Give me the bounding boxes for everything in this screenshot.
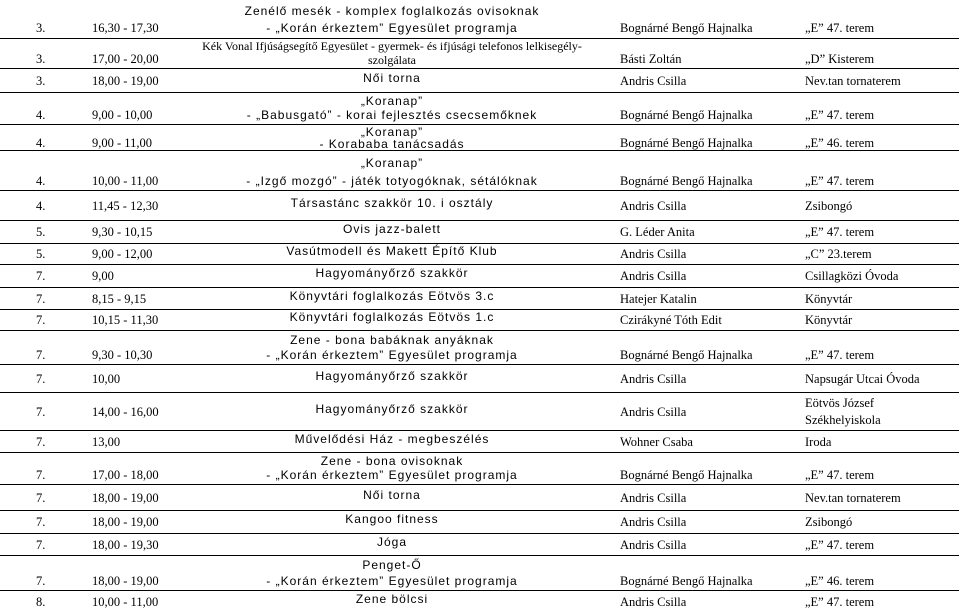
place-cell: Eötvös József Székhelyiskola xyxy=(805,396,881,427)
day-cell: 7. xyxy=(36,434,46,449)
person-cell: Bognárné Bengő Hajnalka xyxy=(620,135,753,150)
table-row xyxy=(0,430,959,453)
time-cell: 9,30 - 10,30 xyxy=(92,348,153,362)
time-cell: 9,00 - 11,00 xyxy=(92,135,152,150)
program-cell: - „Korán érkeztem” Egyesület programja xyxy=(266,348,518,362)
table-row xyxy=(0,0,959,38)
program-cell: - „Babusgató” - korai fejlesztés csecsemőknek xyxy=(246,108,538,122)
time-cell: 17,00 - 18,00 xyxy=(92,468,159,482)
day-cell: 3. xyxy=(36,73,46,88)
program-cell: Hagyományőrző szakkör xyxy=(315,401,469,416)
table-row xyxy=(0,124,959,151)
person-cell: Andris Csilla xyxy=(620,198,687,213)
day-cell: 7. xyxy=(36,468,46,482)
program-cell: Könyvtári foglalkozás Eötvös 3.c xyxy=(289,288,495,303)
table-row xyxy=(0,484,959,511)
program-cell: - Korababa tanácsadás xyxy=(319,136,465,151)
time-cell: 9,00 - 10,00 xyxy=(92,108,153,122)
place-cell: „E” 47. terem xyxy=(805,594,875,609)
time-cell: 16,30 - 17,30 xyxy=(92,21,159,35)
place-cell: Iroda xyxy=(805,434,832,449)
time-cell: 18,00 - 19,00 xyxy=(92,73,159,88)
person-cell: G. Léder Anita xyxy=(620,225,695,239)
program-cell: Női torna xyxy=(363,487,421,502)
program-cell: Ovis jazz-balett xyxy=(342,222,442,236)
place-cell: „C” 23.terem xyxy=(805,247,872,261)
table-row xyxy=(0,330,959,365)
program-cell: Penget-Ő xyxy=(362,558,422,572)
day-cell: 5. xyxy=(36,247,46,261)
day-cell: 7. xyxy=(36,348,46,362)
person-cell: Andris Csilla xyxy=(620,73,687,88)
program-cell: Zene - bona babáknak anyáknak xyxy=(290,332,494,347)
person-cell: Bognárné Bengő Hajnalka xyxy=(620,21,753,35)
table-row xyxy=(0,92,959,125)
place-cell: „D” Kisterem xyxy=(805,52,875,66)
person-cell: Wohner Csaba xyxy=(620,434,693,449)
program-cell: - „Korán érkeztem” Egyesület programja xyxy=(266,574,518,588)
program-cell: Női torna xyxy=(363,70,421,85)
person-cell: Bognárné Bengő Hajnalka xyxy=(620,468,753,482)
person-cell: Andris Csilla xyxy=(620,371,687,386)
program-cell: Zenélő mesék - komplex foglalkozás ovisoknak xyxy=(244,3,540,18)
program-cell: - „Korán érkeztem” Egyesület programja xyxy=(266,468,518,482)
time-cell: 10,00 - 11,00 xyxy=(92,594,159,609)
table-row xyxy=(0,555,959,591)
table-row xyxy=(0,392,959,431)
day-cell: 7. xyxy=(36,574,46,588)
program-cell: Vasútmodell és Makett Építő Klub xyxy=(286,244,498,258)
table-row xyxy=(0,150,959,191)
person-cell: Bognárné Bengő Hajnalka xyxy=(620,348,753,362)
time-cell: 10,00 - 11,00 xyxy=(92,174,159,188)
day-cell: 7. xyxy=(36,291,46,306)
time-cell: 18,00 - 19,00 xyxy=(92,574,159,588)
place-cell: „E” 46. terem xyxy=(805,574,875,588)
table-row xyxy=(0,68,959,93)
day-cell: 7. xyxy=(36,490,46,505)
person-cell: Bognárné Bengő Hajnalka xyxy=(620,174,753,188)
time-cell: 13,00 xyxy=(92,434,121,449)
table-row xyxy=(0,220,959,244)
time-cell: 10,00 xyxy=(92,371,121,386)
day-cell: 7. xyxy=(36,515,46,529)
person-cell: Bognárné Bengő Hajnalka xyxy=(620,108,753,122)
table-row xyxy=(0,533,959,556)
program-cell: Jóga xyxy=(376,534,408,549)
program-cell: „Koranap” xyxy=(360,93,424,108)
place-cell: „E” 47. terem xyxy=(805,108,875,122)
place-cell: Könyvtár xyxy=(805,291,853,306)
person-cell: Básti Zoltán xyxy=(620,52,682,66)
day-cell: 7. xyxy=(36,313,46,327)
place-cell: Napsugár Utcai Óvoda xyxy=(805,371,920,386)
day-cell: 3. xyxy=(36,21,46,35)
person-cell: Hatejer Katalin xyxy=(620,291,697,306)
person-cell: Andris Csilla xyxy=(620,269,687,283)
program-cell: szolgálata xyxy=(368,52,416,67)
place-cell: „E” 47. terem xyxy=(805,348,875,362)
table-row xyxy=(0,287,959,310)
place-cell: „E” 47. terem xyxy=(805,537,875,552)
time-cell: 18,00 - 19,00 xyxy=(92,490,159,505)
program-cell: Zene - bona ovisoknak xyxy=(320,453,464,468)
program-cell: Társastánc szakkör 10. i osztály xyxy=(290,195,494,210)
day-cell: 4. xyxy=(36,174,46,188)
program-cell: Művelődési Ház - megbeszélés xyxy=(294,431,490,446)
program-cell: „Koranap” xyxy=(360,155,424,170)
time-cell: 10,15 - 11,30 xyxy=(92,313,159,327)
program-cell: „Koranap” xyxy=(360,125,424,139)
person-cell: Czirákyné Tóth Edit xyxy=(620,313,722,327)
program-cell: Zene bölcsi xyxy=(355,591,429,606)
place-cell: „E” 47. terem xyxy=(805,21,875,35)
time-cell: 18,00 - 19,30 xyxy=(92,537,159,552)
place-cell: „E” 46. terem xyxy=(805,135,875,150)
program-cell: - „Korán érkeztem” Egyesület programja xyxy=(266,21,518,35)
place-cell: Könyvtár xyxy=(805,313,853,327)
place-cell: Zsibongó xyxy=(805,198,853,213)
person-cell: Andris Csilla xyxy=(620,594,687,609)
day-cell: 4. xyxy=(36,198,46,213)
day-cell: 7. xyxy=(36,404,46,419)
time-cell: 9,00 - 12,00 xyxy=(92,247,153,261)
place-cell: Zsibongó xyxy=(805,515,853,529)
table-row xyxy=(0,452,959,485)
day-cell: 5. xyxy=(36,225,46,239)
place-cell: „E” 47. terem xyxy=(805,174,875,188)
day-cell: 4. xyxy=(36,135,46,150)
day-cell: 7. xyxy=(36,269,46,283)
table-row xyxy=(0,190,959,221)
time-cell: 18,00 - 19,00 xyxy=(92,515,159,529)
program-cell: Kangoo fitness xyxy=(345,512,439,526)
table-row xyxy=(0,590,959,613)
time-cell: 17,00 - 20,00 xyxy=(92,52,159,66)
person-cell: Andris Csilla xyxy=(620,247,687,261)
place-cell: „E” 47. terem xyxy=(805,468,875,482)
place-cell: Csillagközi Óvoda xyxy=(805,269,899,283)
person-cell: Andris Csilla xyxy=(620,490,687,505)
table-row xyxy=(0,243,959,265)
person-cell: Bognárné Bengő Hajnalka xyxy=(620,574,753,588)
time-cell: 9,30 - 10,15 xyxy=(92,225,153,239)
program-cell: Hagyományőrző szakkör xyxy=(315,368,469,383)
place-cell: Nev.tan tornaterem xyxy=(805,490,901,505)
time-cell: 11,45 - 12,30 xyxy=(92,198,159,213)
program-cell: Könyvtári foglalkozás Eötvös 1.c xyxy=(289,310,495,324)
table-row xyxy=(0,309,959,331)
person-cell: Andris Csilla xyxy=(620,404,687,419)
table-row xyxy=(0,364,959,393)
day-cell: 3. xyxy=(36,52,46,66)
place-cell: Nev.tan tornaterem xyxy=(805,73,901,88)
day-cell: 8. xyxy=(36,594,46,609)
person-cell: Andris Csilla xyxy=(620,515,687,529)
program-cell: - „Izgő mozgó” - játék totyogóknak, sétálóknak xyxy=(246,174,538,188)
time-cell: 9,00 xyxy=(92,269,114,283)
table-row xyxy=(0,510,959,534)
program-cell: Hagyományőrző szakkör xyxy=(315,266,469,280)
day-cell: 7. xyxy=(36,537,46,552)
day-cell: 7. xyxy=(36,371,46,386)
program-cell: Kék Vonal Ifjúságsegítő Egyesület - gyermek- és ifjúsági telefonos lelkisegély- xyxy=(202,39,582,53)
table-row xyxy=(0,38,959,69)
time-cell: 8,15 - 9,15 xyxy=(92,291,147,306)
place-cell: „E” 47. terem xyxy=(805,225,875,239)
day-cell: 4. xyxy=(36,108,46,122)
table-row xyxy=(0,264,959,288)
person-cell: Andris Csilla xyxy=(620,537,687,552)
time-cell: 14,00 - 16,00 xyxy=(92,404,159,419)
